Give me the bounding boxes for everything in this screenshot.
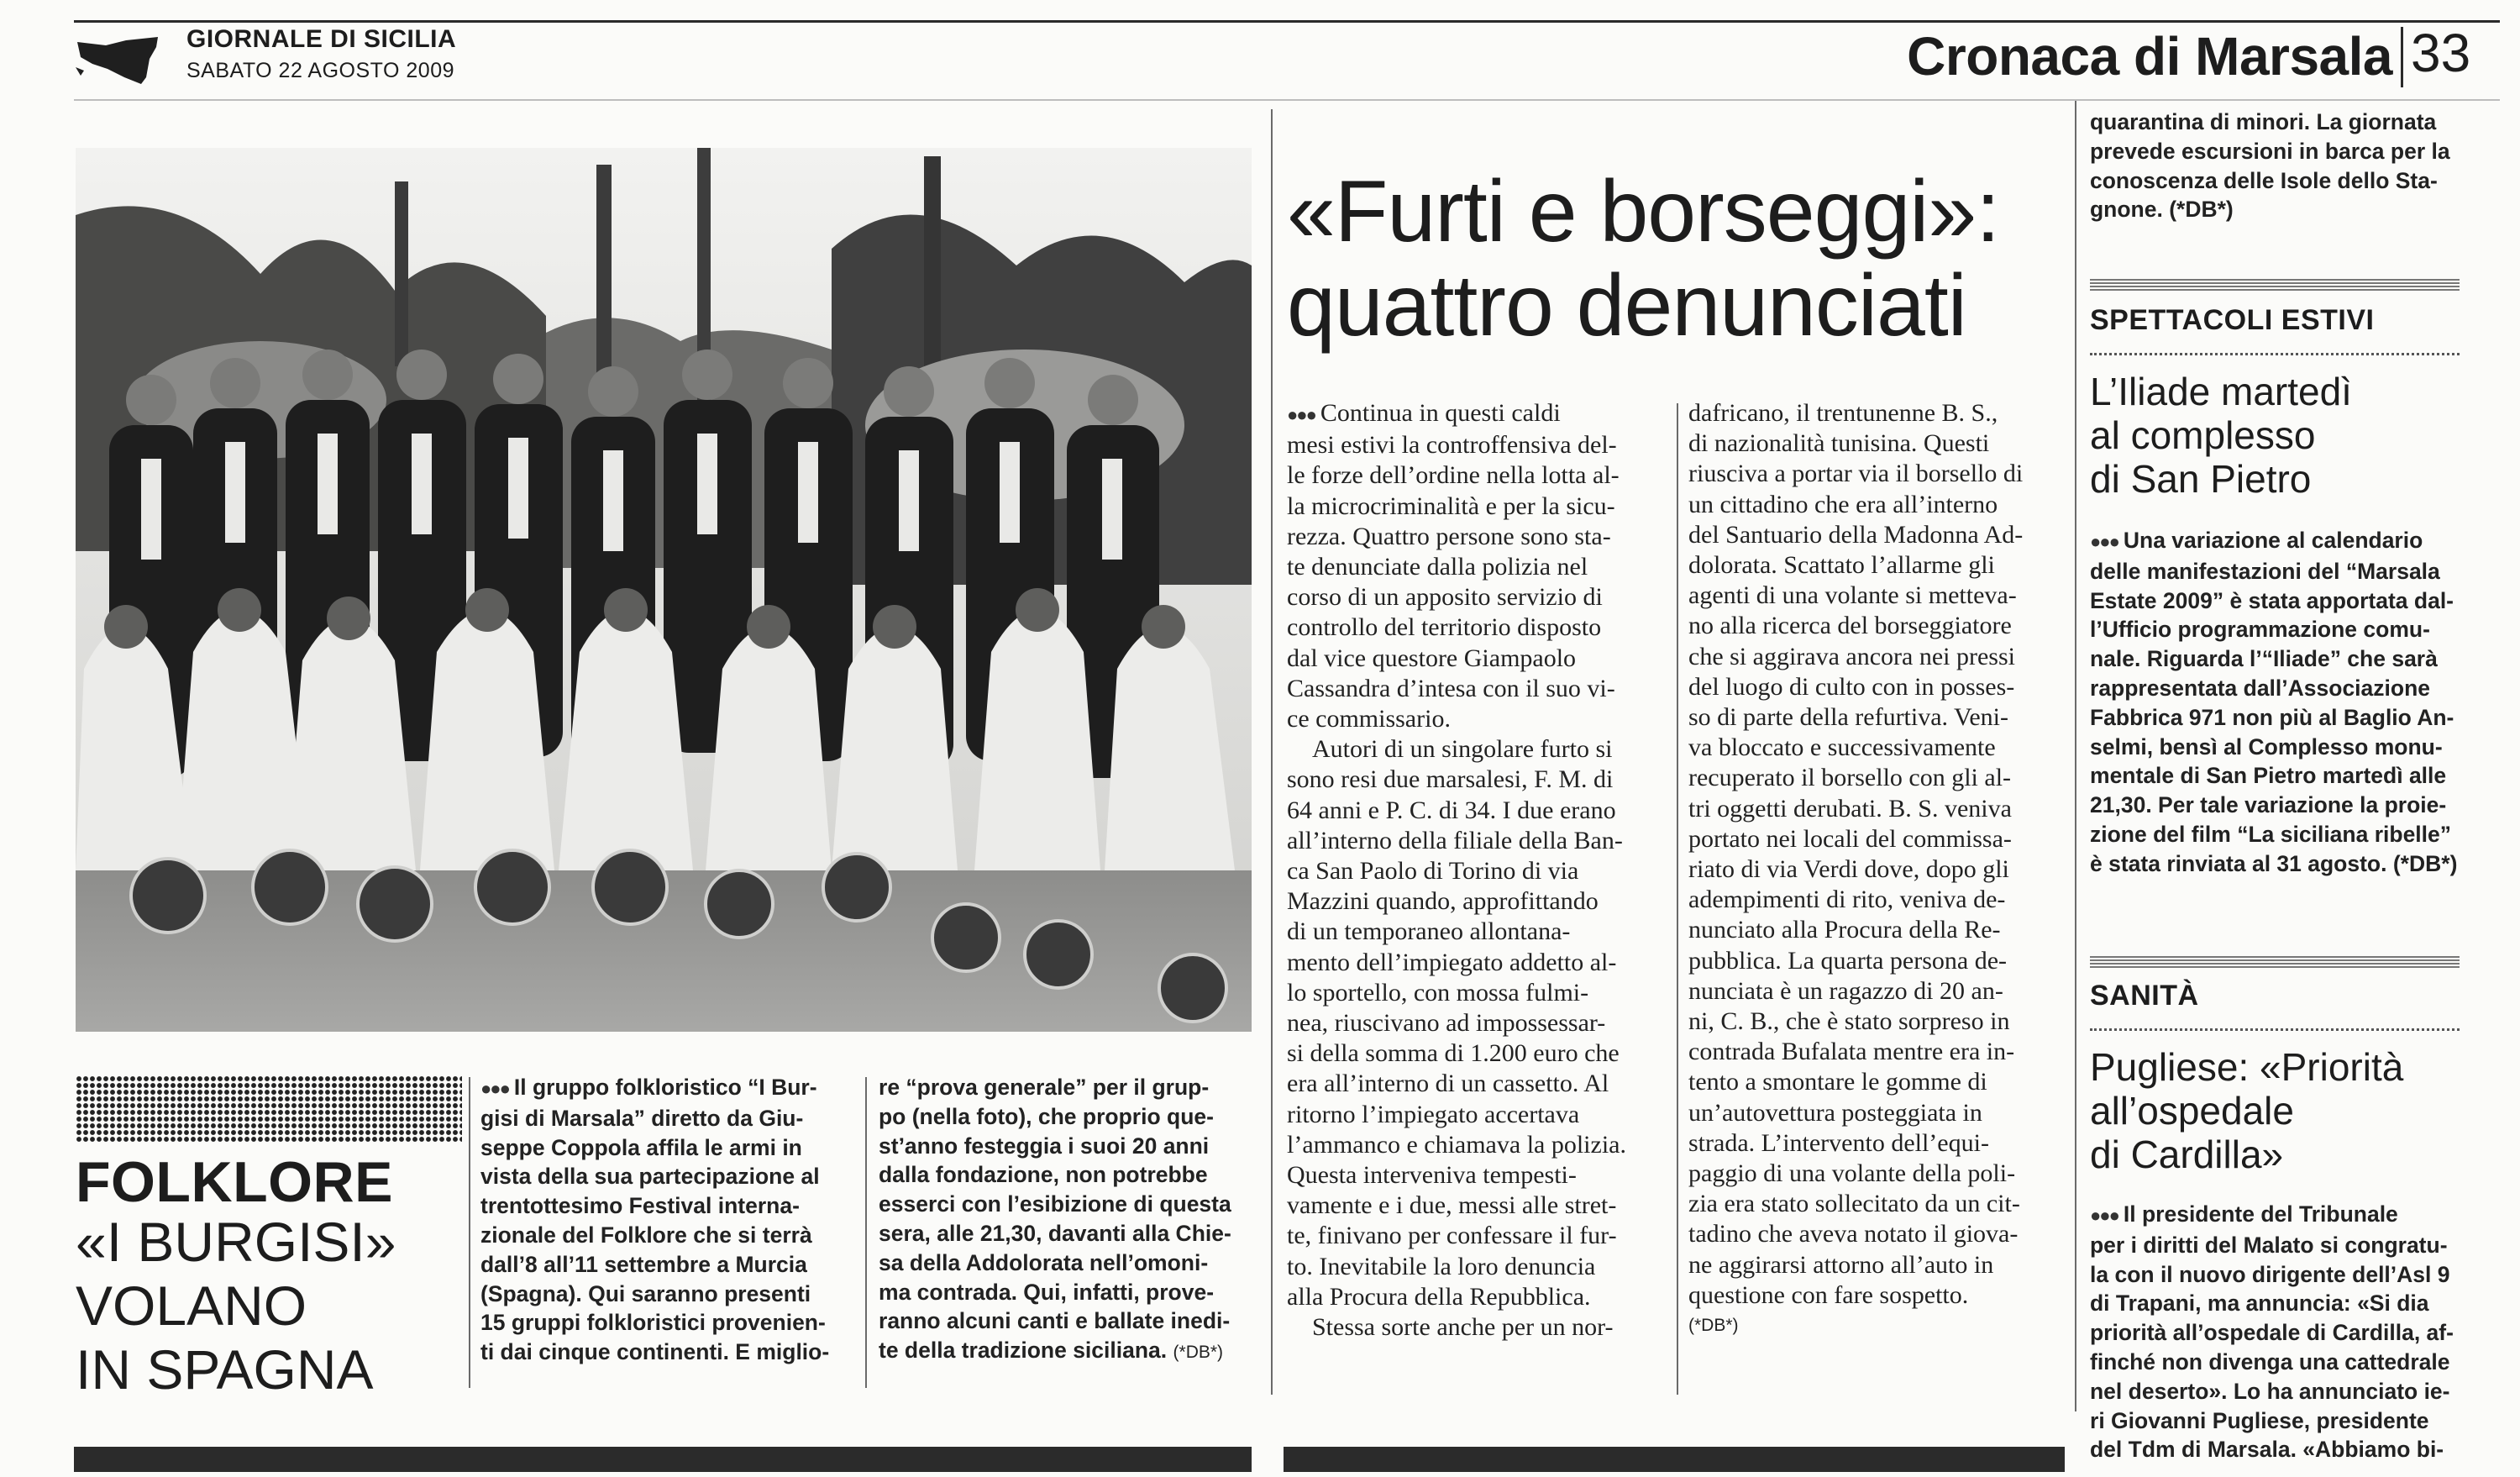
signature: (*DB*)	[1173, 1343, 1224, 1363]
masthead-rule	[74, 20, 2500, 23]
dotted-divider	[2090, 1028, 2460, 1031]
column-separator-left	[1271, 109, 1273, 1395]
bullet-icon: ●●●	[480, 1078, 509, 1099]
folk-body-col2: re “prova generale” per il grup- po (nella foto), che proprio que- st’anno festeggia i suoi 20 anni dalla fondazione, non potrebbe esserci con l’esibizione di questa sera, alle 21,30, davanti alla Chie- sa della Addolorata nell’omoni- ma contrada. Qui, infatti, prove- ranno alcuni canti e ballate inedi- te della tradizione siciliana. (*DB*)	[879, 1075, 1231, 1364]
sanita-kicker: SANITÀ	[2090, 980, 2199, 1012]
sanita-headline: Pugliese: «Priorità all’ospedale di Cardilla»	[2090, 1045, 2404, 1176]
folk-headline	[76, 1210, 470, 1401]
section-title: Cronaca di Marsala	[1907, 26, 2392, 87]
column-separator-right	[2075, 101, 2076, 1411]
folk-headline-line: VOLANO	[76, 1275, 307, 1337]
folk-body-col1: ●●● Il gruppo folkloristico “I Bur- gisi di Marsala” diretto da Giu- seppe Coppola affila le armi in vista della sua partecipazione al trentottesimo Festival interna- zionale del Folklore che si terrà dall’8 all’11 settembre a Murcia (Spagna). Qui saranno presenti 15 gruppi folkloristici provenien- ti dai cinque continenti. E miglio-	[480, 1075, 830, 1365]
folk-group-photo	[76, 148, 1252, 1032]
prev-article-fragment: quarantina di minori. La giornata prevede escursioni in barca per la conoscenza delle Isole dello Sta- gnone. (*DB*)	[2090, 109, 2450, 223]
folk-dot-pattern	[76, 1075, 462, 1143]
bullet-icon: ●●●	[2090, 531, 2118, 552]
spettacoli-body: ●●● Una variazione al calendario delle manifestazioni del “Marsala Estate 2009” è stata apportata dal- l’Ufficio programmazione comu- nale. Riguarda l’“Iliade” che sarà rappresentata dall’Associazione Fabbrica 971 non più al Baglio An- selmi, bensì al Complesso monu- mentale di San Pietro martedì alle 21,30. Per tale variazione la proie- zione del film “La siciliana ribelle” è stata rinviata al 31 agosto. (*DB*)	[2090, 528, 2458, 876]
folk-col-separator-2	[865, 1077, 867, 1388]
main-headline-line: «Furti e borseggi»:	[1287, 163, 2000, 260]
sanita-body: ●●● Il presidente del Tribunale per i diritti del Malato si congratu- la con il nuovo dirigente dell’Asl 9 di Trapani, ma annuncia: «Si dia priorità all’ospedale di Cardilla, af- finché non divenga una cattedrale nel deserto». Lo ha annunciato ie- ri Giovanni Pugliese, presidente del Tdm di Marsala. «Abbiamo bi-	[2090, 1201, 2454, 1463]
main-body-col2: dafricano, il trentunenne B. S., di nazionalità tunisina. Questi riusciva a portar via il borsello di un cittadino che era all’interno del Santuario della Madonna Ad- dolorata. Scattato l’allarme gli agenti di una volante si metteva- no alla ricerca del borseggiatore che si aggirava ancora nei pressi del luogo di culto con in posses- so di parte della refurtiva. Veni- va bloccato e successivamente recuperato il borsello con gli al- tri oggetti derubati. B. S. veniva portato nei locali del commissa- riato di via Verdi dove, dopo gli adempimenti di rito, veniva de- nunciato alla Procura della Re- pubblica. La quarta persona de- nunciata è un ragazzo di 20 an- ni, C. B., che è stato sorpreso in contrada Bufalata mentre era in- tento a smontare le gomme di un’autovettura posteggiata in strada. L’intervento dell’equi- paggio di una volante della poli- zia era stato sollecitato da un cit- tadino che aveva notato il giova- ne aggirarsi attorno all’auto in questione con fare sospetto. (*DB*)	[1688, 398, 2063, 1341]
page-number: 33	[2411, 23, 2471, 83]
folk-kicker: FOLKLORE	[76, 1150, 393, 1214]
section-bar	[2090, 277, 2460, 291]
signature: (*DB*)	[1688, 1316, 1739, 1336]
spettacoli-kicker: SPETTACOLI ESTIVI	[2090, 304, 2375, 336]
main-headline	[1287, 165, 1999, 353]
top-rule	[74, 99, 2500, 101]
bullet-icon: ●●●	[1287, 404, 1315, 425]
folk-headline-line: «I BURGISI»	[76, 1211, 396, 1273]
paper-date: SABATO 22 AGOSTO 2009	[186, 59, 454, 82]
spettacoli-headline: L’Iliade martedì al complesso di San Pietro	[2090, 370, 2352, 501]
sicily-map-icon	[74, 34, 165, 87]
dotted-divider	[2090, 353, 2460, 355]
section-bar	[2090, 954, 2460, 968]
bullet-icon: ●●●	[2090, 1205, 2118, 1226]
folk-group-photo-illustration	[76, 148, 1252, 1032]
page-number-separator	[2401, 27, 2403, 87]
main-body-col1: ●●● Continua in questi caldi mesi estivi la controffensiva del- le forze dell’ordine nella lotta al- la microcriminalità e per la sicu- rezza. Quattro persone sono sta- te denunciate dalla polizia nel corso di un apposito servizio di controllo del territorio disposto dal vice questore Giampaolo Cassandra d’intesa con il suo vi- ce commissario. Autori di un singolare furto si sono resi due marsalesi, F. M. di 64 anni e P. C. di 34. I due erano all’interno della filiale della Ban- ca San Paolo di Torino di via Mazzini quando, approfittando di un temporaneo allontana- mento dell’impiegato addetto al- lo sportello, con mossa fulmi- nea, riuscivano ad impossessar- si della somma di 1.200 euro che era all’interno di un cassetto. Al ritorno l’impiegato accertava l’ammanco e chiamava la polizia. Questa interveniva tempesti- vamente e i due, messi alle stret- te, finivano per confessare il fur- to. Inevitabile la loro denuncia alla Procura della Repubblica. Stessa sorte anche per un nor-	[1287, 399, 1626, 1342]
main-col-separator	[1677, 403, 1678, 1395]
bottom-bar-center	[1284, 1447, 2065, 1472]
bottom-bar-left	[74, 1447, 1252, 1472]
paper-name: GIORNALE DI SICILIA	[186, 25, 457, 53]
main-headline-line: quattro denunciati	[1287, 257, 1966, 355]
folk-headline-line: IN SPAGNA	[76, 1338, 374, 1401]
